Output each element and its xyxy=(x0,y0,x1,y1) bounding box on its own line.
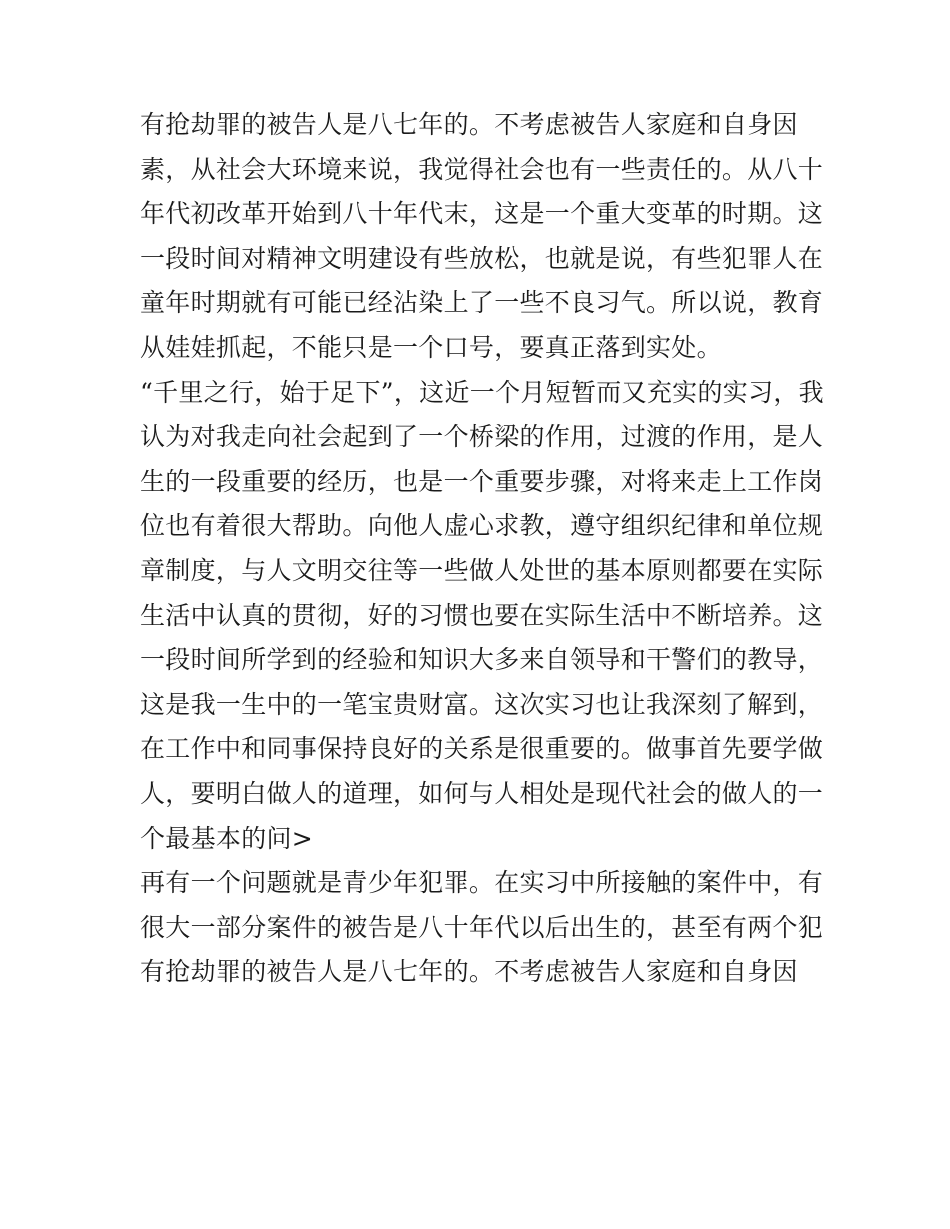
text-line: 再有一个问题就是青少年犯罪。在实习中所接触的案件中，有 xyxy=(140,868,824,898)
text-line: 个最基本的问> xyxy=(140,823,314,853)
text-line: 年代初改革开始到八十年代末，这是一个重大变革的时期。这 xyxy=(140,199,824,229)
text-line: 位也有着很大帮助。向他人虚心求教，遵守组织纪律和单位规 xyxy=(140,511,824,541)
text-line: 一段时间所学到的经验和知识大多来自领导和干警们的教导， xyxy=(140,645,824,675)
text-line: 在工作中和同事保持良好的关系是很重要的。做事首先要学做 xyxy=(140,734,824,764)
text-line: 人，要明白做人的道理，如何与人相处是现代社会的做人的一 xyxy=(140,778,824,808)
text-line: 一段时间对精神文明建设有些放松，也就是说，有些犯罪人在 xyxy=(140,243,824,273)
text-line: 有抢劫罪的被告人是八七年的。不考虑被告人家庭和自身因 xyxy=(140,957,798,987)
text-line: 童年时期就有可能已经沾染上了一些不良习气。所以说，教育 xyxy=(140,288,824,318)
text-line: 有抢劫罪的被告人是八七年的。不考虑被告人家庭和自身因 xyxy=(140,110,798,139)
text-line: 素，从社会大环境来说，我觉得社会也有一些责任的。从八十 xyxy=(140,154,824,184)
text-line: 章制度，与人文明交往等一些做人处世的基本原则都要在实际 xyxy=(140,555,824,585)
text-line: 从娃娃抓起，不能只是一个口号，要真正落到实处。 xyxy=(140,332,722,362)
text-line: 这是我一生中的一笔宝贵财富。这次实习也让我深刻了解到， xyxy=(140,689,824,719)
text-line: 认为对我走向社会起到了一个桥梁的作用，过渡的作用，是人 xyxy=(140,422,824,452)
text-line: 很大一部分案件的被告是八十年代以后出生的，甚至有两个犯 xyxy=(140,912,824,942)
document-body xyxy=(140,103,824,995)
text-line: “千里之行，始于足下”，这近一个月短暂而又充实的实习，我 xyxy=(140,377,824,407)
text-line: 生活中认真的贯彻，好的习惯也要在实际生活中不断培养。这 xyxy=(140,600,824,630)
text-line: 生的一段重要的经历，也是一个重要步骤，对将来走上工作岗 xyxy=(140,466,824,496)
